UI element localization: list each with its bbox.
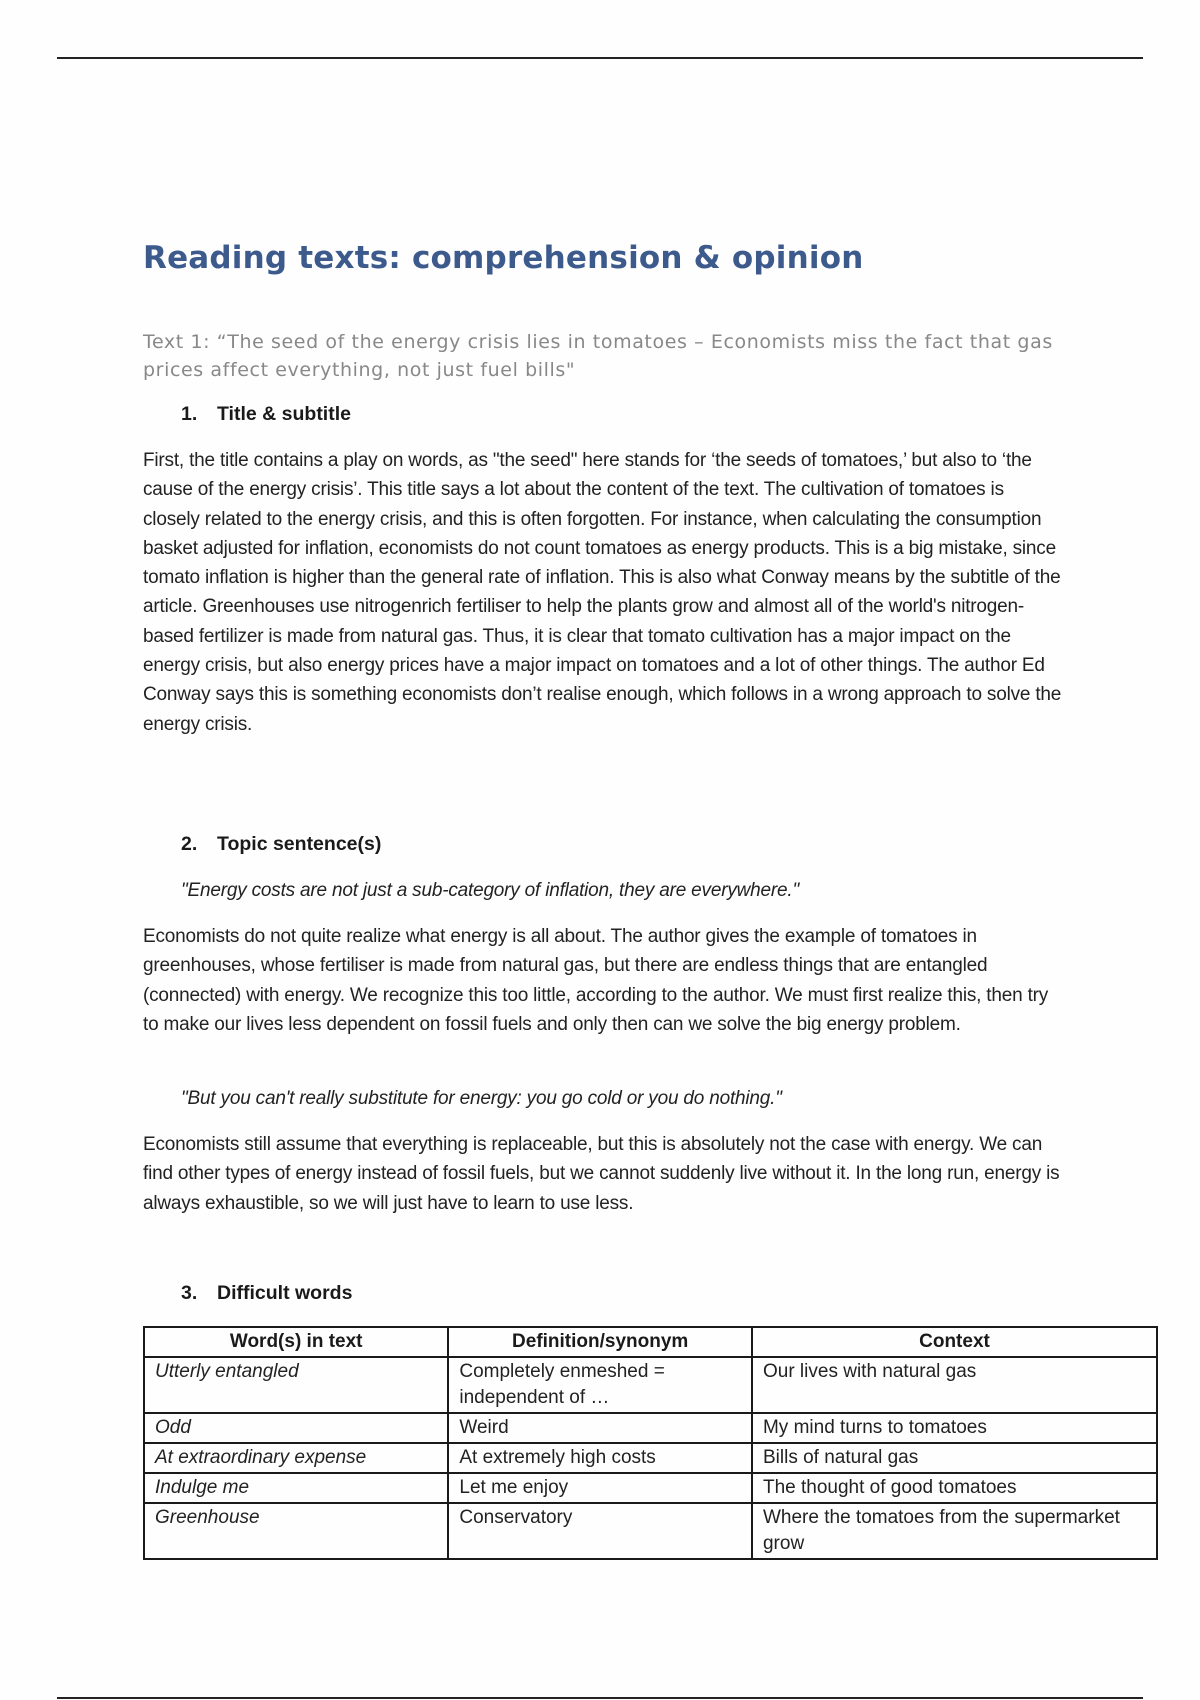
section-heading-difficult-words (181, 1282, 352, 1305)
paragraph-topic-2: Economists still assume that everything is replaceable, but this is absolutely not the case with energy. We can find other types of energy instead of fossil fuels, but we cannot suddenly live without it. In the long run, energy is always exhaustible, so we will just have to learn to use less. (143, 1134, 1060, 1214)
paragraph-title-analysis: First, the title contains a play on words, as "the seed" here stands for ‘the seeds of tomatoes,’ but also to ‘the cause of the energy crisis’. This title says a lot about the content of the text. The cultivation of tomatoes is closely related to the energy crisis, and this is often forgotten. For instance, when calculating the consumption basket adjusted for inflation, economists do not count tomatoes as energy products. This is a big mistake, since tomato inflation is higher than the general rate of inflation. This is also what Conway means by the subtitle of the article. Greenhouses use nitrogenrich fertiliser to help the plants grow and almost all of the world's nitrogen-based fertilizer is made from natural gas. Thus, it is clear that tomato cultivation has a major impact on the energy crisis, but also energy prices have a major impact on tomatoes and a lot of other things. The author Ed Conway says this is something economists don’t realise enough, which follows in a wrong approach to solve the energy crisis. (143, 450, 1062, 735)
column-header-word: Word(s) in text (144, 1327, 448, 1357)
cell-word: At extraordinary expense (144, 1443, 448, 1473)
section-number: 3. (181, 1282, 198, 1304)
section-title: Topic sentence(s) (217, 833, 382, 855)
cell-definition: Let me enjoy (448, 1473, 752, 1503)
page-footer-rule (57, 1697, 1143, 1699)
section-number: 1. (181, 403, 198, 425)
text-source-heading: Text 1: “The seed of the energy crisis lies in tomatoes – Economists miss the fact that gas prices affect everything, not just fuel bills" (143, 331, 1053, 381)
cell-definition: Conservatory (448, 1503, 752, 1559)
table-row (144, 1357, 1157, 1413)
cell-word: Indulge me (144, 1473, 448, 1503)
paragraph-topic-1: Economists do not quite realize what energy is all about. The author gives the example of tomatoes in greenhouses, whose fertiliser is made from natural gas, but there are endless things that are entangled (connected) with energy. We recognize this too little, according to the author. We must first realize this, then try to make our lives less dependent on fossil fuels and only then can we solve the big energy problem. (143, 926, 1049, 1035)
cell-context: Our lives with natural gas (752, 1357, 1157, 1413)
column-header-context: Context (752, 1327, 1157, 1357)
page-header-rule (57, 57, 1143, 59)
column-header-definition: Definition/synonym (448, 1327, 752, 1357)
cell-definition: At extremely high costs (448, 1443, 752, 1473)
table-row (144, 1413, 1157, 1443)
difficult-words-table (143, 1326, 1158, 1560)
cell-context: The thought of good tomatoes (752, 1473, 1157, 1503)
cell-word: Utterly entangled (144, 1357, 448, 1413)
cell-word: Greenhouse (144, 1503, 448, 1559)
topic-quote-2: "But you can't really substitute for energy: you go cold or you do nothing." (181, 1088, 782, 1109)
page-title: Reading texts: comprehension & opinion (143, 240, 864, 276)
table-row (144, 1473, 1157, 1503)
cell-definition: Completely enmeshed = independent of … (448, 1357, 752, 1413)
table-header-row (144, 1327, 1157, 1357)
table-row (144, 1443, 1157, 1473)
cell-context: Bills of natural gas (752, 1443, 1157, 1473)
section-number: 2. (181, 833, 198, 855)
cell-word: Odd (144, 1413, 448, 1443)
table-row (144, 1503, 1157, 1559)
section-heading-topic-sentences (181, 833, 381, 856)
section-title: Title & subtitle (217, 403, 351, 425)
cell-context: Where the tomatoes from the supermarket grow (752, 1503, 1157, 1559)
section-title: Difficult words (217, 1282, 353, 1304)
topic-quote-1: "Energy costs are not just a sub-category of inflation, they are everywhere." (181, 880, 800, 901)
cell-definition: Weird (448, 1413, 752, 1443)
cell-context: My mind turns to tomatoes (752, 1413, 1157, 1443)
section-heading-title-subtitle (181, 403, 351, 426)
